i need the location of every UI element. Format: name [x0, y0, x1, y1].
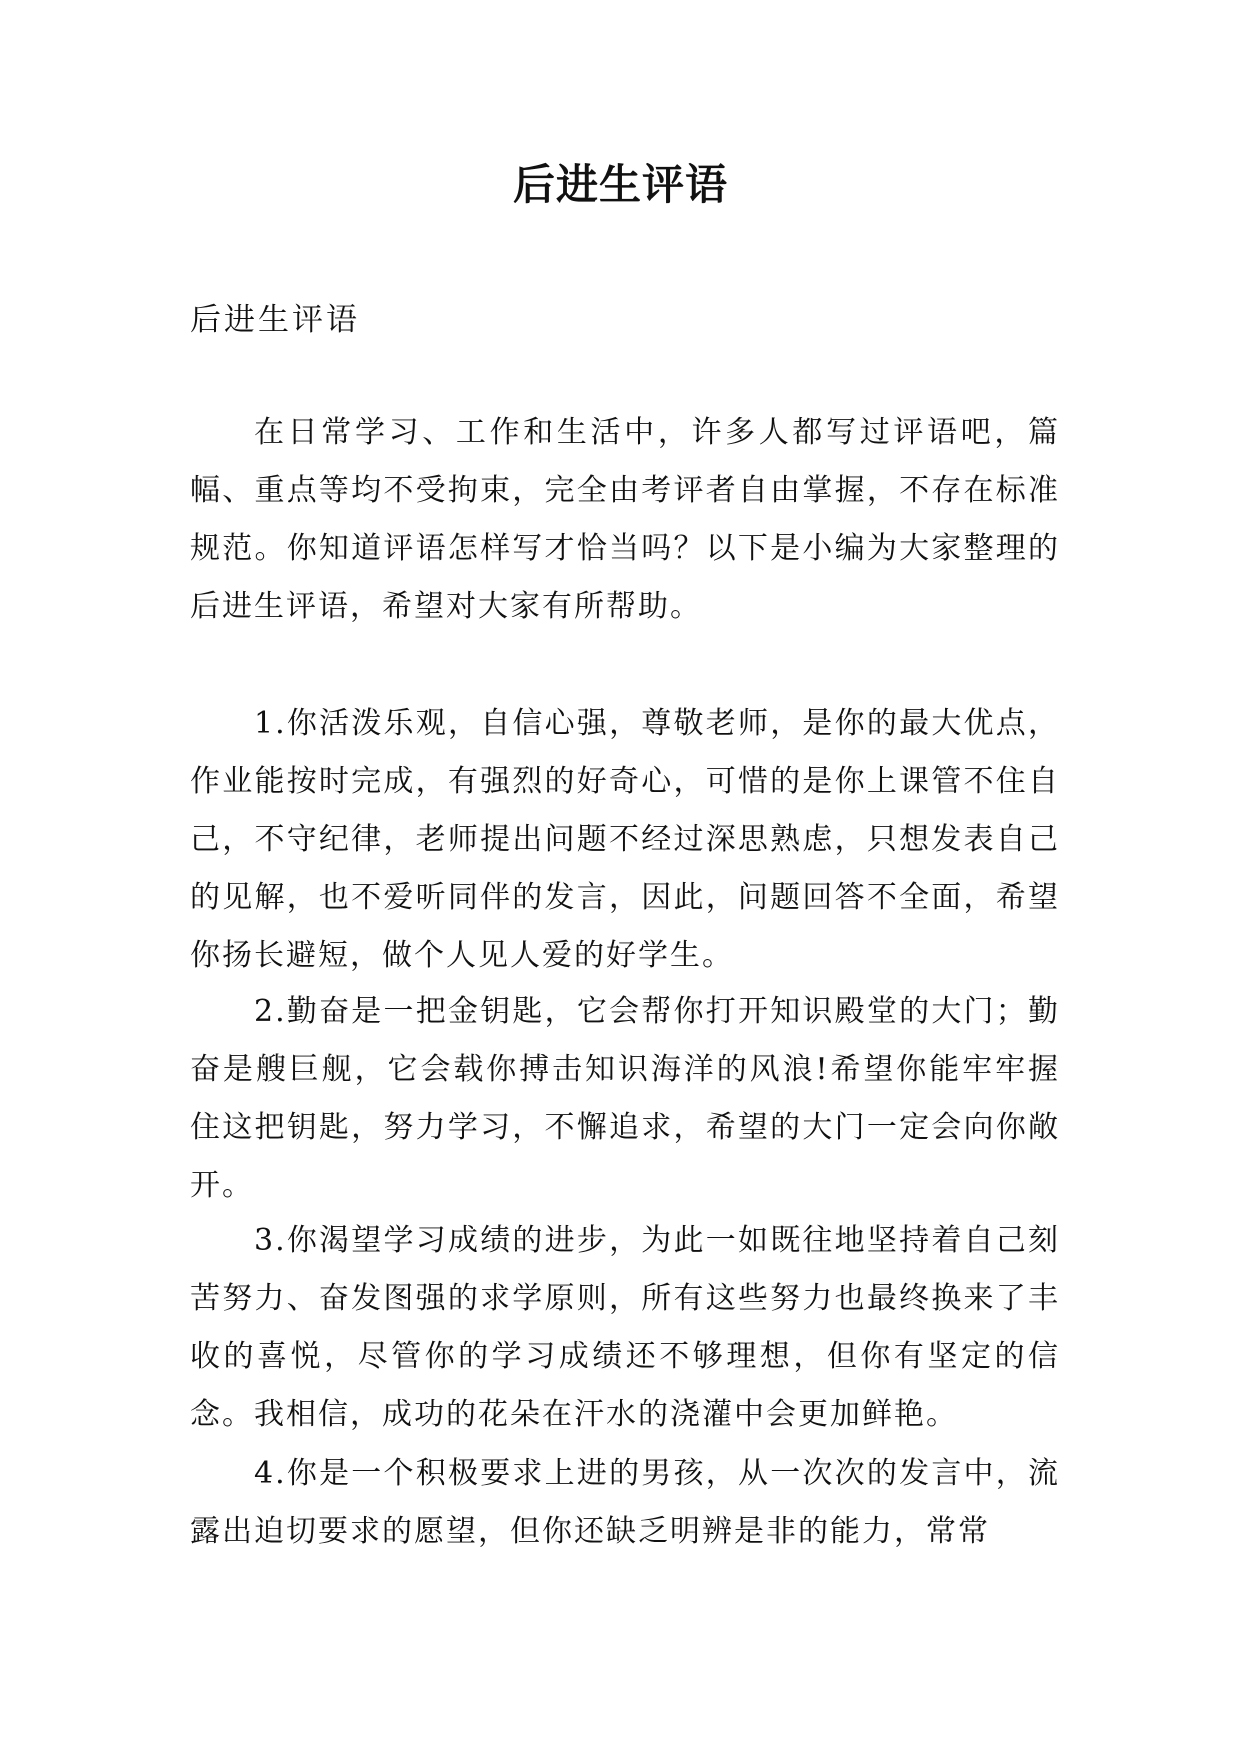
comment-item-3: 3.你渴望学习成绩的进步，为此一如既往地坚持着自己刻苦努力、奋发图强的求学原则，所有这些努力也最终换来了丰收的喜悦，尽管你的学习成绩还不够理想，但你有坚定的信念。我相信，成功的花朵在汗水的浇灌中会更加鲜艳。	[190, 1223, 1060, 1432]
document-subtitle: 后进生评语	[190, 302, 360, 338]
comment-item-4: 4.你是一个积极要求上进的男孩，从一次次的发言中，流露出迫切要求的愿望，但你还缺乏明辨是非的能力，常常	[190, 1456, 1060, 1549]
intro-paragraph: 在日常学习、工作和生活中，许多人都写过评语吧，篇幅、重点等均不受拘束，完全由考评者自由掌握，不存在标准规范。你知道评语怎样写才恰当吗？以下是小编为大家整理的后进生评语，希望对大家有所帮助。	[190, 415, 1060, 624]
comment-item-1: 1.你活泼乐观，自信心强，尊敬老师，是你的最大优点，作业能按时完成，有强烈的好奇心，可惜的是你上课管不住自己，不守纪律，老师提出问题不经过深思熟虑，只想发表自己的见解，也不爱听同伴的发言，因此，问题回答不全面，希望你扬长避短，做个人见人爱的好学生。	[190, 706, 1060, 973]
comment-item-2: 2.勤奋是一把金钥匙，它会帮你打开知识殿堂的大门；勤奋是艘巨舰，它会载你搏击知识海洋的风浪!希望你能牢牢握住这把钥匙，努力学习，不懈追求，希望的大门一定会向你敞开。	[190, 994, 1060, 1203]
document-title: 后进生评语	[512, 160, 728, 209]
